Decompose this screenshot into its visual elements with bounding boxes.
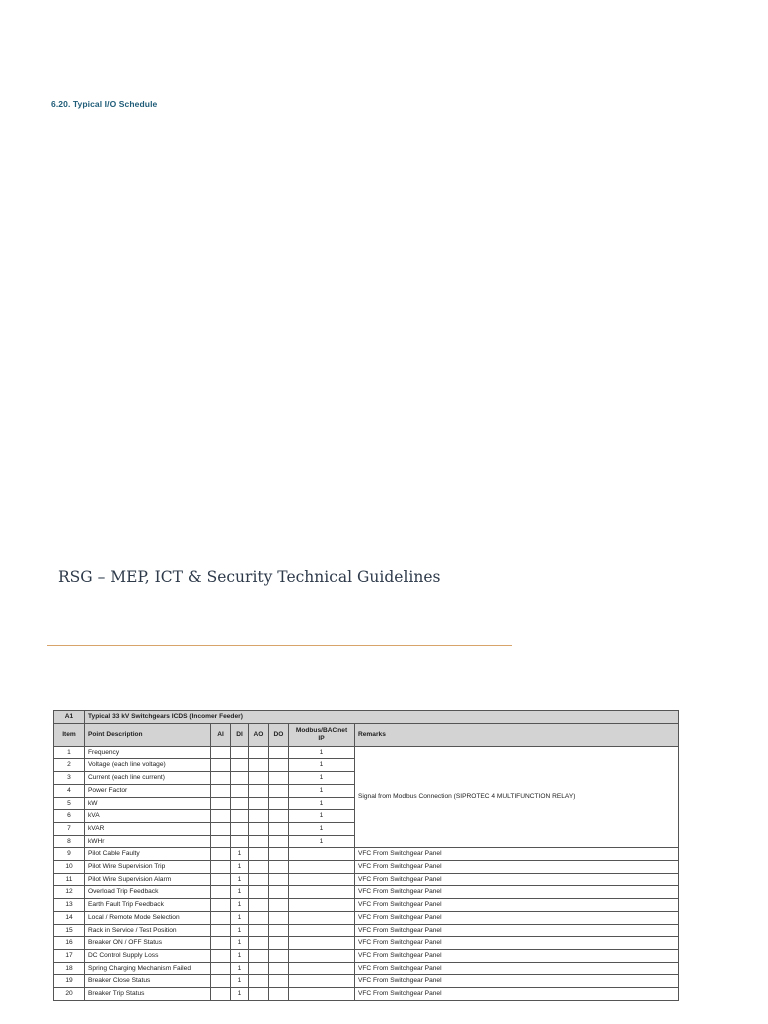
row-di: 1 (231, 988, 249, 1001)
title-divider (47, 645, 512, 646)
row-do (269, 835, 289, 848)
row-remarks: VFC From Switchgear Panel (355, 975, 679, 988)
row-item: 14 (54, 911, 85, 924)
table-row (54, 873, 679, 886)
row-modbus: 1 (289, 759, 355, 772)
io-schedule-table (53, 710, 679, 1001)
row-remarks: VFC From Switchgear Panel (355, 873, 679, 886)
group-title: Typical 33 kV Switchgears ICDS (Incomer Feeder) (85, 711, 679, 724)
row-di: 1 (231, 949, 249, 962)
row-ai (211, 848, 231, 861)
row-do (269, 899, 289, 912)
row-item: 3 (54, 772, 85, 785)
row-remarks: VFC From Switchgear Panel (355, 962, 679, 975)
row-item: 4 (54, 784, 85, 797)
row-modbus (289, 949, 355, 962)
table-row (54, 886, 679, 899)
row-di: 1 (231, 886, 249, 899)
table-row (54, 861, 679, 874)
row-item: 12 (54, 886, 85, 899)
row-ai (211, 759, 231, 772)
row-di: 1 (231, 962, 249, 975)
row-item: 11 (54, 873, 85, 886)
row-ao (249, 962, 269, 975)
row-ai (211, 899, 231, 912)
document-title: RSG – MEP, ICT & Security Technical Guidelines (58, 568, 441, 586)
table-row (54, 937, 679, 950)
row-item: 6 (54, 810, 85, 823)
table-row (54, 988, 679, 1001)
row-item: 9 (54, 848, 85, 861)
row-ai (211, 924, 231, 937)
row-modbus: 1 (289, 810, 355, 823)
header-modbus: Modbus/BACnet IP (289, 723, 355, 746)
row-description: Pilot Wire Supervision Trip (85, 861, 211, 874)
row-ai (211, 949, 231, 962)
row-di: 1 (231, 848, 249, 861)
row-item: 5 (54, 797, 85, 810)
header-do: DO (269, 723, 289, 746)
row-modbus (289, 848, 355, 861)
row-do (269, 810, 289, 823)
row-ao (249, 861, 269, 874)
row-di: 1 (231, 911, 249, 924)
table-group-row (54, 711, 679, 724)
row-ai (211, 988, 231, 1001)
row-di: 1 (231, 924, 249, 937)
row-description: kVA (85, 810, 211, 823)
table-row (54, 924, 679, 937)
row-modbus (289, 899, 355, 912)
row-item: 8 (54, 835, 85, 848)
row-di (231, 784, 249, 797)
table-row (54, 962, 679, 975)
row-description: kVAR (85, 822, 211, 835)
row-ai (211, 784, 231, 797)
row-description: kWHr (85, 835, 211, 848)
row-di (231, 822, 249, 835)
row-description: Rack in Service / Test Position (85, 924, 211, 937)
row-remarks: VFC From Switchgear Panel (355, 899, 679, 912)
row-do (269, 962, 289, 975)
row-do (269, 848, 289, 861)
row-ai (211, 835, 231, 848)
row-item: 17 (54, 949, 85, 962)
row-ao (249, 797, 269, 810)
row-ai (211, 873, 231, 886)
row-item: 15 (54, 924, 85, 937)
row-modbus: 1 (289, 797, 355, 810)
row-remarks: VFC From Switchgear Panel (355, 911, 679, 924)
row-item: 19 (54, 975, 85, 988)
row-modbus (289, 861, 355, 874)
row-ai (211, 861, 231, 874)
row-modbus (289, 924, 355, 937)
row-item: 2 (54, 759, 85, 772)
row-description: Pilot Wire Supervision Alarm (85, 873, 211, 886)
row-description: Overload Trip Feedback (85, 886, 211, 899)
row-do (269, 797, 289, 810)
row-modbus (289, 873, 355, 886)
row-description: Spring Charging Mechanism Failed (85, 962, 211, 975)
row-ai (211, 810, 231, 823)
row-ao (249, 988, 269, 1001)
row-do (269, 772, 289, 785)
row-di: 1 (231, 861, 249, 874)
row-modbus: 1 (289, 772, 355, 785)
header-ai: AI (211, 723, 231, 746)
table-row (54, 911, 679, 924)
table-row (54, 899, 679, 912)
row-di: 1 (231, 937, 249, 950)
row-item: 10 (54, 861, 85, 874)
row-ao (249, 949, 269, 962)
row-ao (249, 810, 269, 823)
row-ao (249, 873, 269, 886)
row-modbus: 1 (289, 746, 355, 759)
row-description: Breaker Trip Status (85, 988, 211, 1001)
row-item: 20 (54, 988, 85, 1001)
row-ai (211, 886, 231, 899)
row-di (231, 772, 249, 785)
table-row (54, 975, 679, 988)
row-item: 16 (54, 937, 85, 950)
row-modbus (289, 962, 355, 975)
table-header-row (54, 723, 679, 746)
row-description: Local / Remote Mode Selection (85, 911, 211, 924)
row-di: 1 (231, 975, 249, 988)
row-ai (211, 911, 231, 924)
row-item: 1 (54, 746, 85, 759)
row-modbus (289, 988, 355, 1001)
row-remarks: VFC From Switchgear Panel (355, 949, 679, 962)
row-remarks: VFC From Switchgear Panel (355, 886, 679, 899)
row-ao (249, 772, 269, 785)
row-ao (249, 759, 269, 772)
row-do (269, 886, 289, 899)
row-do (269, 988, 289, 1001)
row-di: 1 (231, 873, 249, 886)
row-description: Frequency (85, 746, 211, 759)
row-description: Voltage (each line voltage) (85, 759, 211, 772)
row-di (231, 835, 249, 848)
row-description: Power Factor (85, 784, 211, 797)
merged-remarks: Signal from Modbus Connection (SIPROTEC 4 MULTIFUNCTION RELAY) (355, 746, 679, 848)
header-remarks: Remarks (355, 723, 679, 746)
header-point-description: Point Description (85, 723, 211, 746)
table-row (54, 949, 679, 962)
row-description: DC Control Supply Loss (85, 949, 211, 962)
row-di (231, 797, 249, 810)
row-remarks: VFC From Switchgear Panel (355, 861, 679, 874)
row-ai (211, 822, 231, 835)
row-di (231, 759, 249, 772)
row-do (269, 759, 289, 772)
row-item: 18 (54, 962, 85, 975)
row-description: Pilot Cable Faulty (85, 848, 211, 861)
row-do (269, 975, 289, 988)
row-ao (249, 822, 269, 835)
row-do (269, 937, 289, 950)
row-ao (249, 746, 269, 759)
row-do (269, 822, 289, 835)
table-row (54, 746, 679, 759)
row-ao (249, 924, 269, 937)
row-ai (211, 797, 231, 810)
row-ai (211, 772, 231, 785)
row-modbus (289, 975, 355, 988)
row-di: 1 (231, 899, 249, 912)
row-remarks: VFC From Switchgear Panel (355, 848, 679, 861)
row-description: Breaker ON / OFF Status (85, 937, 211, 950)
row-modbus: 1 (289, 784, 355, 797)
row-ai (211, 962, 231, 975)
row-di (231, 746, 249, 759)
row-do (269, 911, 289, 924)
header-di: DI (231, 723, 249, 746)
row-modbus: 1 (289, 822, 355, 835)
row-ai (211, 746, 231, 759)
row-remarks: VFC From Switchgear Panel (355, 937, 679, 950)
row-ao (249, 899, 269, 912)
row-item: 7 (54, 822, 85, 835)
section-heading: 6.20. Typical I/O Schedule (51, 99, 158, 109)
row-modbus (289, 911, 355, 924)
row-ai (211, 975, 231, 988)
row-modbus: 1 (289, 835, 355, 848)
row-remarks: VFC From Switchgear Panel (355, 988, 679, 1001)
row-description: Earth Fault Trip Feedback (85, 899, 211, 912)
row-remarks: VFC From Switchgear Panel (355, 924, 679, 937)
header-item: Item (54, 723, 85, 746)
row-do (269, 873, 289, 886)
table-row (54, 848, 679, 861)
row-do (269, 949, 289, 962)
row-ao (249, 886, 269, 899)
row-description: kW (85, 797, 211, 810)
row-do (269, 784, 289, 797)
row-ai (211, 937, 231, 950)
row-ao (249, 835, 269, 848)
row-di (231, 810, 249, 823)
row-do (269, 746, 289, 759)
row-ao (249, 975, 269, 988)
row-ao (249, 848, 269, 861)
row-modbus (289, 937, 355, 950)
row-ao (249, 911, 269, 924)
header-ao: AO (249, 723, 269, 746)
row-do (269, 924, 289, 937)
row-description: Current (each line current) (85, 772, 211, 785)
row-ao (249, 784, 269, 797)
row-description: Breaker Close Status (85, 975, 211, 988)
row-ao (249, 937, 269, 950)
group-id: A1 (54, 711, 85, 724)
row-item: 13 (54, 899, 85, 912)
row-do (269, 861, 289, 874)
row-modbus (289, 886, 355, 899)
